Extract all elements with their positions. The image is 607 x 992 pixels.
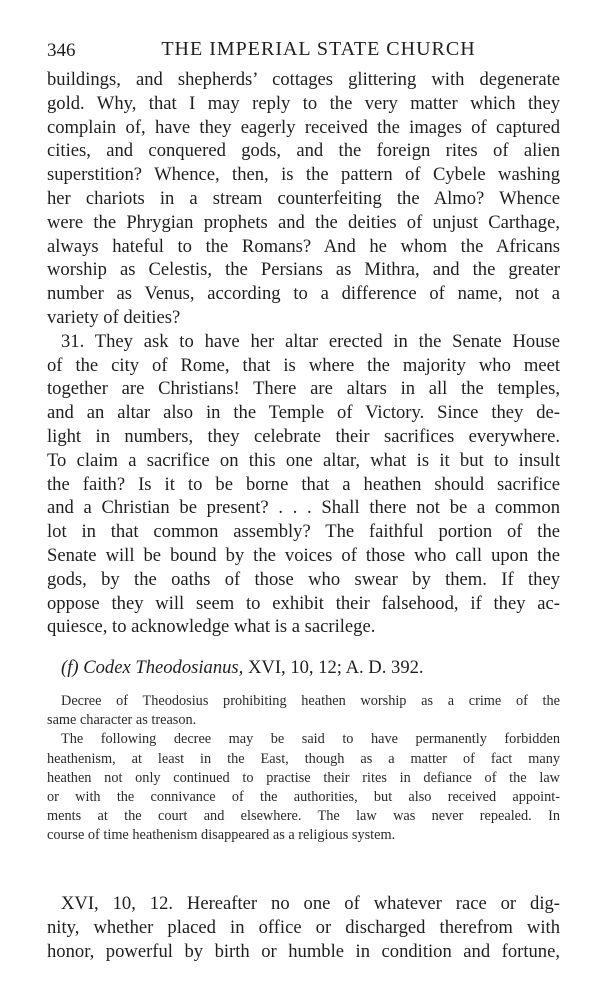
text-line: oppose they will seem to exhibit their falsehood, if they ac- — [47, 592, 560, 614]
section-heading-roman: XVI, 10, 12; A. D. 392. — [247, 657, 424, 678]
running-title: THE IMPERIAL STATE CHURCH — [161, 38, 476, 60]
text-line: cities, and conquered gods, and the foreign rites of alien — [47, 140, 560, 162]
text-line: To claim a sacrifice on this one altar, what is it but to insult — [47, 449, 560, 471]
section-heading — [61, 656, 424, 680]
text-line: 31. They ask to have her altar erected in the Senate House — [61, 330, 560, 352]
page-number: 346 — [47, 40, 76, 61]
text-line: superstition? Whence, then, is the pattern of Cybele washing — [47, 164, 560, 186]
text-line: same character as treason. — [47, 712, 197, 729]
text-line: course of time heathenism disappeared as a religious system. — [47, 827, 396, 844]
text-line: gold. Why, that I may reply to the very matter which they — [47, 92, 560, 114]
text-line: worship as Celestis, the Persians as Mithra, and the greater — [47, 259, 560, 281]
text-line: light in numbers, they celebrate their sacrifices everywhere. — [47, 425, 560, 447]
running-header — [47, 38, 560, 64]
body-text — [47, 68, 560, 639]
text-line: always hateful to the Romans? And he whom the Africans — [47, 235, 560, 257]
text-line: and a Christian be present? . . . Shall there not be a common — [47, 497, 560, 519]
text-line: heathen not only continued to practise their rites in defiance of the law — [47, 769, 560, 786]
text-line: complain of, have they eagerly received the images of captured — [47, 116, 560, 138]
text-line: quiesce, to acknowledge what is a sacrilege. — [47, 616, 376, 638]
text-line: nity, whether placed in office or discharged therefrom with — [47, 916, 560, 938]
text-line: ments at the court and elsewhere. The law was never repealed. In — [47, 808, 560, 825]
text-line: number as Venus, according to a difference of name, not a — [47, 283, 560, 305]
text-line: or with the connivance of the authorities, but also received appoint- — [47, 788, 560, 805]
text-line: the faith? Is it to be borne that a heathen should sacrifice — [47, 473, 560, 495]
text-line: Senate will be bound by the voices of those who call upon the — [47, 544, 560, 566]
text-line: XVI, 10, 12. Hereafter no one of whatever race or dig- — [61, 893, 560, 914]
text-line: gods, by the oaths of those who swear by them. If they — [47, 568, 560, 590]
text-line: of the city of Rome, that is where the majority who meet — [47, 354, 560, 376]
text-line: honor, powerful by birth or humble in condition and fortune, — [47, 940, 560, 962]
intro-note — [47, 692, 560, 846]
text-line: buildings, and shepherds’ cottages glittering with degenerate — [47, 69, 560, 90]
text-line: variety of deities? — [47, 306, 181, 328]
text-line: lot in that common assembly? The faithful portion of the — [47, 521, 560, 543]
decree-text — [47, 892, 560, 963]
section-heading-italic: (f) Codex Theodosianus, — [61, 657, 244, 678]
text-line: Decree of Theodosius prohibiting heathen worship as a crime of the — [61, 693, 560, 709]
text-line: The following decree may be said to have permanently forbidden — [61, 731, 560, 748]
text-line: her chariots in a stream counterfeiting the Almo? Whence — [47, 187, 560, 209]
text-line: together are Christians! There are altars in all the temples, — [47, 378, 560, 400]
text-line: heathenism, at least in the East, though as a matter of fact many — [47, 750, 560, 767]
text-line: were the Phrygian prophets and the deities of unjust Carthage, — [47, 211, 560, 233]
text-line: and an altar also in the Temple of Victory. Since they de- — [47, 402, 560, 424]
